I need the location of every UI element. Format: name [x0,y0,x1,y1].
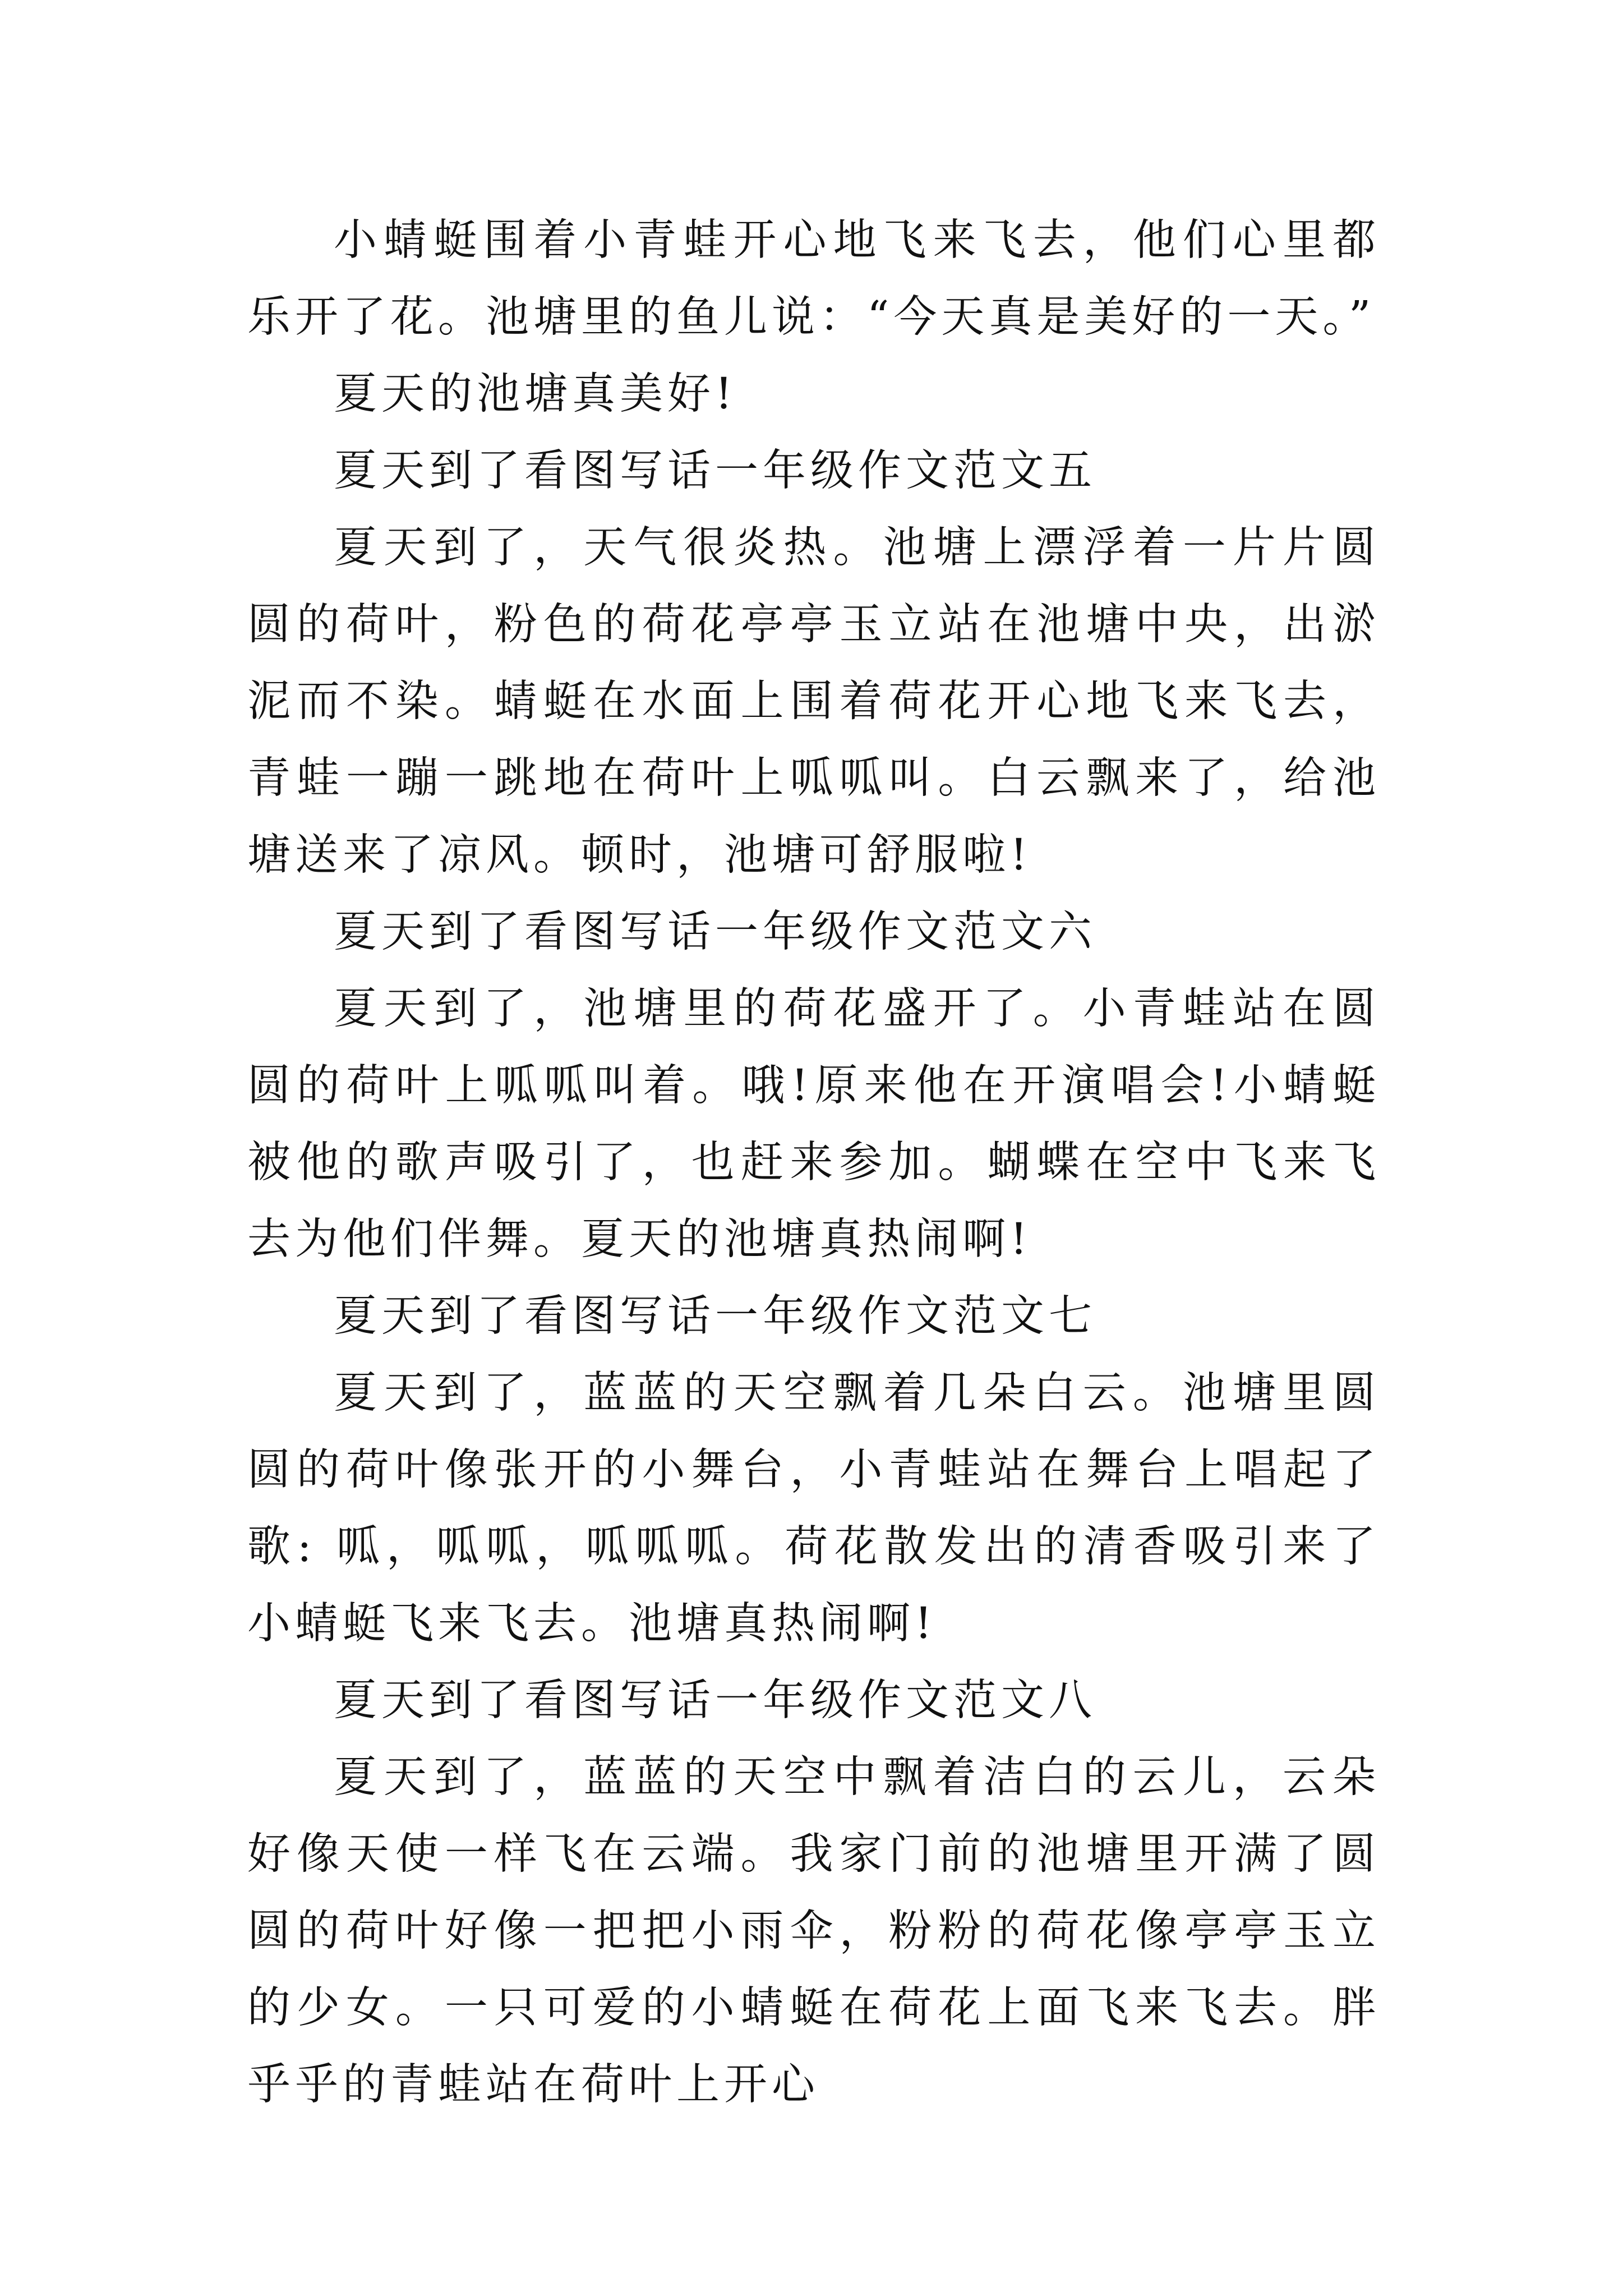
body-paragraph: 小蜻蜓围着小青蛙开心地飞来飞去，他们心里都乐开了花。池塘里的鱼儿说：“今天真是美好的一天。” [247,215,1380,342]
body-paragraph: 夏天到了，蓝蓝的天空飘着几朵白云。池塘里圆圆的荷叶像张开的小舞台，小青蛙站在舞台上唱起了歌: 呱，呱呱，呱呱呱。荷花散发出的清香吸引来了小蜻蜓飞来飞去。池塘真热闹啊! [247,1368,1380,1649]
body-paragraph: 夏天到了，天气很炎热。池塘上漂浮着一片片圆圆的荷叶，粉色的荷花亭亭玉立站在池塘中央，出淤泥而不染。蜻蜓在水面上围着荷花开心地飞来飞去，青蛙一蹦一跳地在荷叶上呱呱叫。白云飘来了，给池塘送来了凉风。顿时，池塘可舒服啦! [247,523,1380,880]
body-paragraph: 夏天的池塘真美好! [334,369,737,419]
document-page [247,202,1380,2123]
section-heading: 夏天到了看图写话一年级作文范文七 [334,1291,1096,1341]
body-paragraph: 夏天到了，蓝蓝的天空中飘着洁白的云儿，云朵好像天使一样飞在云端。我家门前的池塘里开满了圆圆的荷叶好像一把把小雨伞，粉粉的荷花像亭亭玉立的少女。一只可爱的小蜻蜓在荷花上面飞来飞去。胖乎乎的青蛙站在荷叶上开心 [247,1752,1380,2110]
body-paragraph: 夏天到了，池塘里的荷花盛开了。小青蛙站在圆圆的荷叶上呱呱叫着。哦!原来他在开演唱会!小蜻蜓被他的歌声吸引了，也赶来参加。蝴蝶在空中飞来飞去为他们伴舞。夏天的池塘真热闹啊! [247,984,1380,1264]
section-heading: 夏天到了看图写话一年级作文范文六 [334,907,1096,957]
section-heading: 夏天到了看图写话一年级作文范文八 [334,1676,1096,1726]
section-heading: 夏天到了看图写话一年级作文范文五 [334,446,1096,496]
